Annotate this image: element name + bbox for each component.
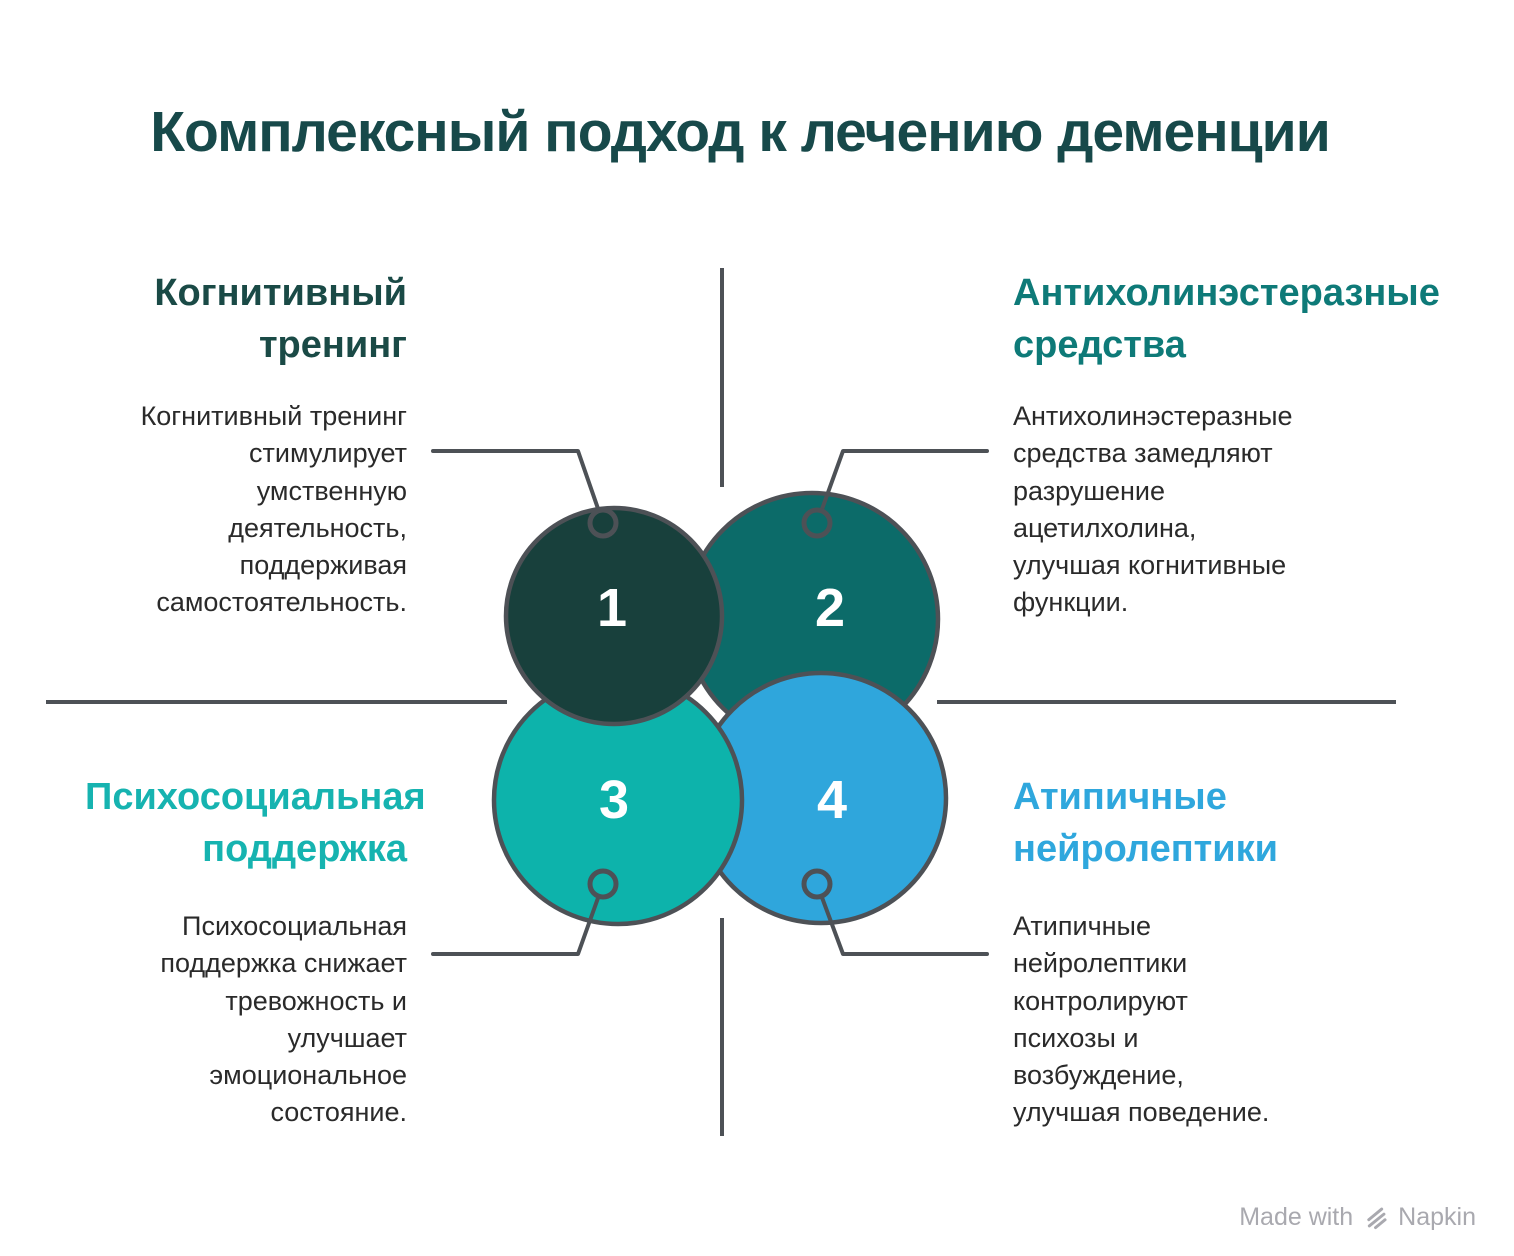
footer-made-with-label: Made with bbox=[1239, 1203, 1354, 1231]
page-title: Комплексный подход к лечению деменции bbox=[150, 100, 1330, 164]
ring-circle-3 bbox=[590, 871, 616, 897]
venn-circles bbox=[494, 493, 946, 924]
napkin-logo-icon bbox=[1362, 1204, 1389, 1231]
circle-1-number: 1 bbox=[596, 578, 628, 638]
section-3-heading: Психосоциальная поддержка bbox=[85, 776, 426, 870]
ring-circle-4 bbox=[804, 871, 830, 897]
section-1-heading: Когнитивный тренинг bbox=[154, 272, 407, 366]
ring-circle-1 bbox=[590, 510, 616, 536]
circle-3-number: 3 bbox=[598, 770, 630, 830]
circle-4-number: 4 bbox=[816, 770, 848, 830]
section-4-body: Атипичные нейролептики контролируют психозы и возбуждение, улучшая поведение. bbox=[1013, 911, 1270, 1128]
section-2-body: Антихолинэстеразные средства замедляют разрушение ацетилхолина, улучшая когнитивные функции. bbox=[1013, 401, 1293, 618]
footer-credit bbox=[1239, 1203, 1476, 1232]
section-2-heading: Антихолинэстеразные средства bbox=[1013, 272, 1440, 366]
section-1-body: Когнитивный тренинг стимулирует умственную деятельность, поддерживая самостоятельность. bbox=[140, 401, 407, 618]
circle-2-number: 2 bbox=[814, 578, 846, 638]
section-3-body: Психосоциальная поддержка снижает тревожность и улучшает эмоциональное состояние. bbox=[160, 911, 407, 1128]
ring-circle-2 bbox=[804, 510, 830, 536]
section-4-heading: Атипичные нейролептики bbox=[1013, 776, 1278, 870]
footer-brand-label: Napkin bbox=[1398, 1203, 1476, 1231]
